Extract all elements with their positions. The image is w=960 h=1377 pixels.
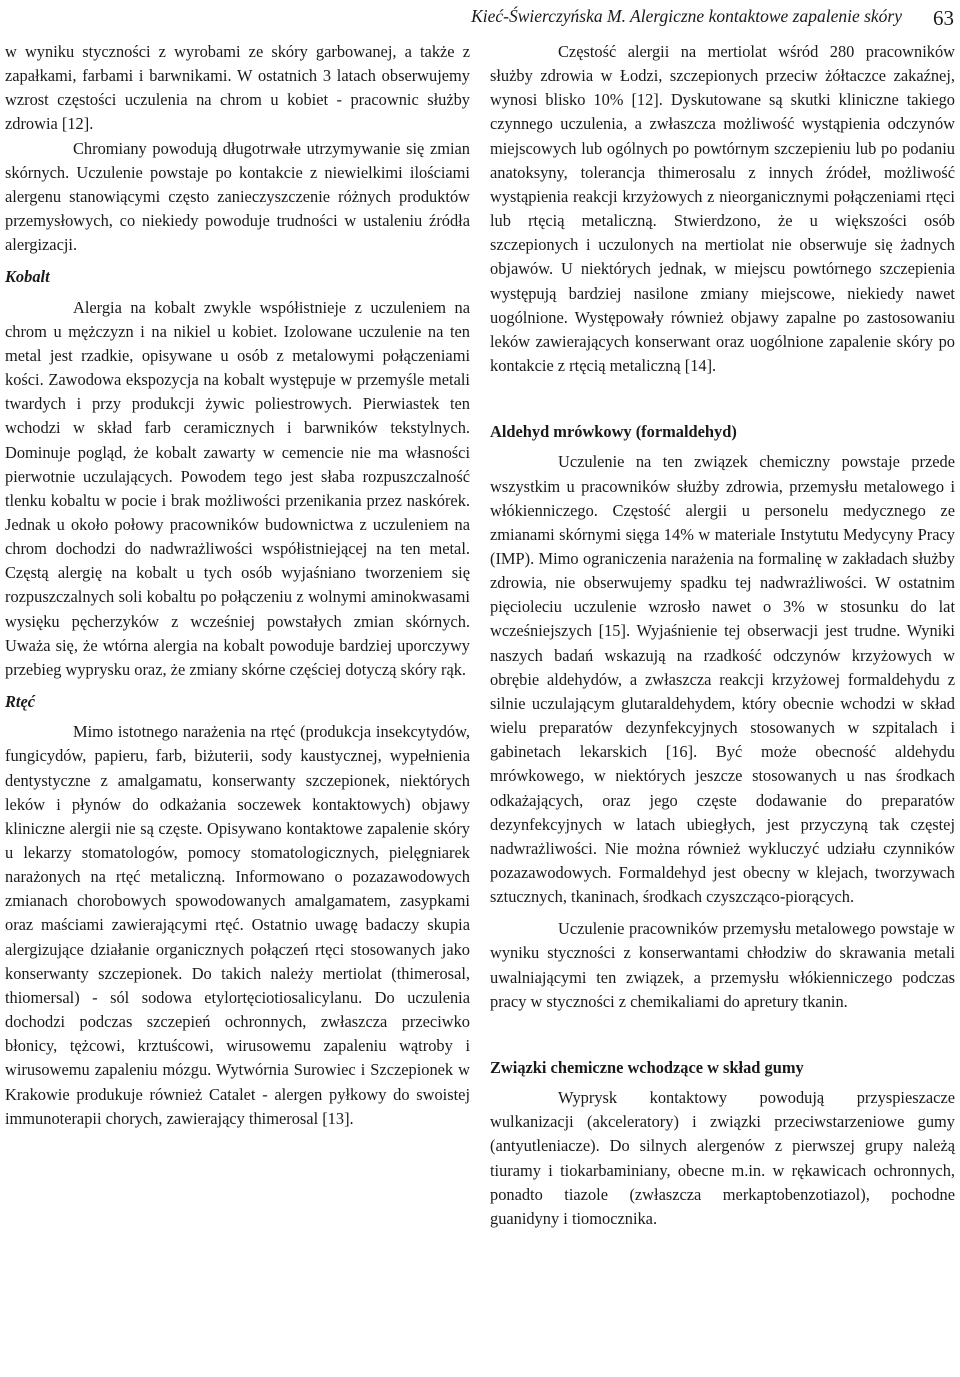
paragraph-mertiolat: Częstość alergii na mertiolat wśród 280 pracowników służby zdrowia w Łodzi, szczepionych przeciw żółtaczce zakaźnej, wynosi blisko 10% [12]. Dyskutowane są skutki kliniczne takiego czynnego uczulenia, a zwłaszcza możliwość wystąpienia odczynów miejscowych lub ogólnych po powtórnym szczepieniu lub po podaniu anatoksyny, tolerancja thimerosalu z innych źródeł, możliwość wystąpienia reakcji krzyżowych z nieorganicznymi połączeniami rtęci lub rtęcią metaliczną. Stwierdzono, że u większości osób szczepionych i uczulonych na mertiolat nie obserwuje się żadnych objawów. U niektórych jednak, w miejscu powtórnego szczepienia występują bardziej nasilone zmiany miejscowe, niekiedy nawet uogólnione. Występowały również objawy zapalne po zastosowaniu leków zawierających konserwant oraz uogólnione zapalenie skóry po kontakcie z rtęcią metaliczną [14]. <box>490 42 955 376</box>
left-column <box>5 40 470 1131</box>
paragraph-aldehyd: Uczulenie na ten związek chemiczny powstaje przede wszystkim u pracowników służby zdrowia, przemysłu metalowego i włókienniczego. Częstość alergii u personelu medycznego ze zmianami skórnymi sięga 14% w materiale Instytutu Medycyny Pracy (IMP). Mimo ograniczenia narażenia na formalinę w zakładach służby zdrowia, nie obserwujemy spadku tej nadwrażliwości. W ostatnim pięcioleciu uczulenie wzrosło nawet o 3% w stosunku do lat wcześniejszych [15]. Wyjaśnienie tej obserwacji jest trudne. Wyniki naszych badań wskazują na rzadkość odczynów krzyżowych w obrębie aldehydów, a zwłaszcza reakcji krzyżowej formaldehydu z silnie uczulającym glutaraldehydem, który obecnie wchodzi w skład wielu preparatów dezynfekcyjnych stosowanych w szpitalach i gabinetach lekarskich [16]. Być może obecność aldehydu mrówkowego, w niektórych jeszcze stosowanych u nas środkach odkażających, oraz jego częste dodawanie do preparatów dezynfekcyjnych w latach ubiegłych, jest przyczyną tak częstej nadwrażliwości. Nie można również wykluczyć udziału czynników pozazawodowych. Formaldehyd jest obecny w klejach, tworzywach sztucznych, tkaninach, środkach czyszcząco-piorących. <box>490 452 955 907</box>
paragraph-chrom-continued: w wyniku styczności z wyrobami ze skóry garbowanej, a także z zapałkami, farbami i barwnikami. W ostatnich 3 latach obserwujemy wzrost częstości uczulenia na chrom u kobiet - pracownic służby zdrowia [12]. <box>5 42 470 134</box>
section-heading-rtec: Rtęć <box>5 692 36 712</box>
paragraph-gumy: Wyprysk kontaktowy powodują przyspieszacze wulkanizacji (akceleratory) i związki przeciwstarzeniowe gumy (antyutleniacze). Do silnych alergenów z pierwszej grupy należą tiuramy i tiokarbaminiany, obecne m.in. w rękawicach ochronnych, ponadto tiazole (zwłaszcza merkaptobenzotiazol), pochodne guanidyny i tiomocznika. <box>490 1088 955 1228</box>
paragraph-aldehyd-metal: Uczulenie pracowników przemysłu metalowego powstaje w wyniku styczności z konserwantami chłodziw do skrawania metali uwalniającymi ten związek, a przemysłu włókienniczego podczas pracy w styczności z chemikaliami do apretury tkanin. <box>490 919 955 1011</box>
page-number: 63 <box>933 6 954 30</box>
right-column <box>490 40 955 1231</box>
paragraph-rtec: Mimo istotnego narażenia na rtęć (produkcja insekcytydów, fungicydów, papieru, farb, biżuterii, sody kaustycznej, wypełnienia dentystyczne z amalgamatu, konserwanty szczepionek, niektórych leków i płynów do odkażania soczewek kontaktowych) objawy kliniczne alergii nie są częste. Opisywano kontaktowe zapalenie skóry u lekarzy stomatologów, pomocy stomatologicznych, pielęgniarek narażonych na rtęć metaliczną. Informowano o pozazawodowych zmianach chorobowych spowodowanych amalgamatem, zasypkami oraz maściami zawierającymi rtęć. Ostatnio uwagę badaczy skupia alergizujące działanie organicznych połączeń rtęci stosowanych jako konserwanty szczepionek. Do takich należy mertiolat (thimerosal, thiomersal) - sól sodowa etylortęciotiosalicylanu. Do uczulenia dochodzi podczas szczepień ochronnych, zwłaszcza przeciwko błonicy, tężcowi, krztuścowi, wirusowemu zapaleniu wątroby i wirusowemu zapaleniu mózgu. Wytwórnia Surowiec i Szczepionek w Krakowie produkuje również Catalet - alergen pyłkowy do swoistej immunoterapii chorych, zawierający thimerosal [13]. <box>5 722 470 1128</box>
section-heading-aldehyd: Aldehyd mrówkowy (formaldehyd) <box>490 422 737 442</box>
section-heading-kobalt: Kobalt <box>5 267 50 287</box>
running-header <box>0 4 960 30</box>
paragraph-chromiany: Chromiany powodują długotrwałe utrzymywanie się zmian skórnych. Uczulenie powstaje po kontakcie z niewielkimi ilościami alergenu stanowiącymi często zanieczyszczenie różnych produktów przemysłowych, co niekiedy powoduje trudności w ustaleniu źródła alergizacji. <box>5 138 470 255</box>
section-heading-gumy: Związki chemiczne wchodzące w skład gumy <box>490 1057 804 1077</box>
running-title: Kieć-Świerczyńska M. Alergiczne kontaktowe zapalenie skóry <box>471 6 902 26</box>
paragraph-kobalt: Alergia na kobalt zwykle współistnieje z uczuleniem na chrom u mężczyzn i na nikiel u kobiet. Izolowane uczulenie na ten metal jest rzadkie, opisywane u osób z metalowymi połączeniami kości. Zawodowa ekspozycja na kobalt występuje w przemyśle metali twardych i przy produkcji żywic poliestrowych. Pierwiastek ten wchodzi w skład farb ceramicznych i barwników tekstylnych. Dominuje pogląd, że kobalt zawarty w cemencie nie ma własności pierwotnie uczulających. Powodem tego jest słaba rozpuszczalność tlenku kobaltu w pocie i brak możliwości przenikania przez naskórek. Jednak u około połowy pracowników budownictwa z uczuleniem na chrom dochodzi do nadwrażliwości współistniejącej na ten metal. Częstą alergię na kobalt u tych osób wyjaśniano tworzeniem się rozpuszczalnych soli kobaltu po połączeniu z wolnymi aminokwasami wysięku pęcherzyków z wcześniej powstałych zmian skórnych. Uważa się, że wtórna alergia na kobalt powoduje bardziej uporczywy przebieg wyprysku oraz, że zmiany skórne częściej dotyczą skóry rąk. <box>5 297 470 679</box>
